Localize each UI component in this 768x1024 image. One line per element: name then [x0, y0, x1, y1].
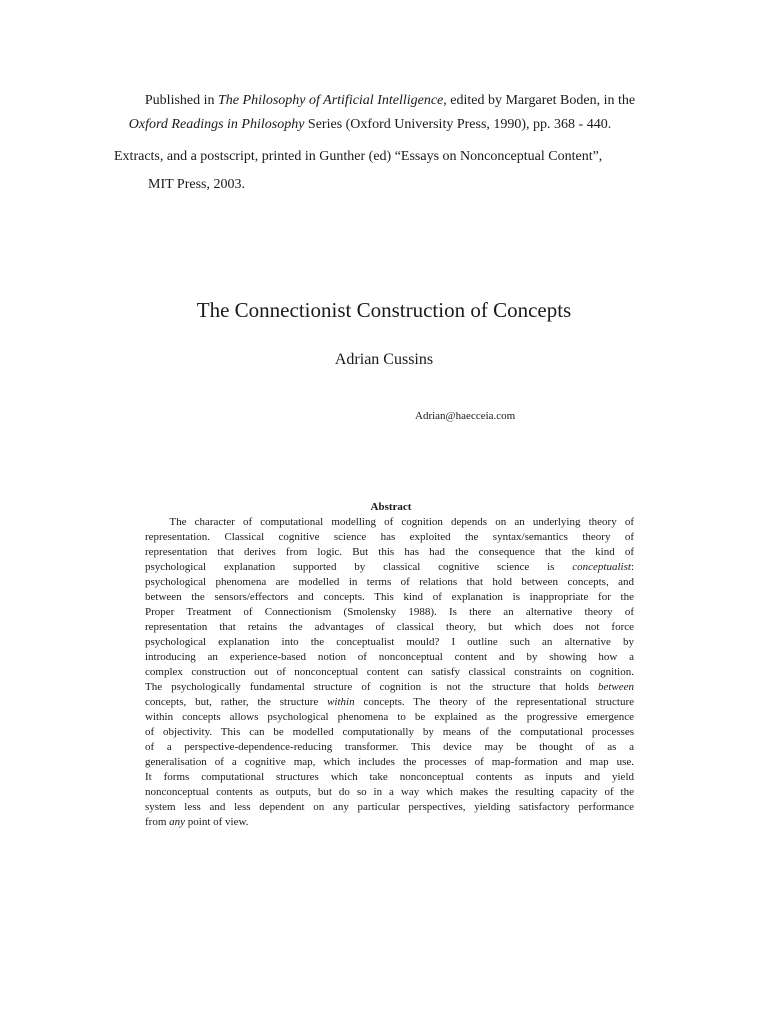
abstract-text: of objectivity. This can be modelled computationally by means of the computational processes: [145, 726, 634, 738]
publication-prefix: Published in: [144, 93, 219, 108]
abstract-line: [145, 815, 634, 830]
paper-title: The Connectionist Construction of Concepts: [196, 298, 572, 322]
abstract-line: [145, 515, 634, 530]
abstract-line: [145, 725, 634, 740]
abstract-emphasis: conceptualist: [572, 561, 631, 573]
abstract-line: [145, 695, 634, 710]
book-title: The Philosophy of Artificial Intelligence: [218, 93, 444, 108]
abstract-line: [145, 755, 634, 770]
abstract-text: of a perspective-dependence-reducing transformer. This device may be thought of as a: [145, 741, 634, 753]
abstract-line: [145, 800, 634, 815]
abstract-line: [145, 620, 634, 635]
abstract-line: [145, 575, 634, 590]
abstract-text: Proper Treatment of Connectionism (Smolensky 1988). Is there an alternative theory of: [145, 606, 634, 618]
abstract-emphasis: any: [169, 816, 186, 828]
abstract-line: [145, 605, 634, 620]
abstract-line: [145, 650, 634, 665]
abstract-text: between the sensors/effectors and concepts. This kind of explanation is inappropriate for the: [145, 591, 634, 603]
abstract-line: [145, 770, 634, 785]
abstract-line: [145, 785, 634, 800]
abstract-text: point of view.: [185, 816, 249, 828]
extracts-line-1: Extracts, and a postscript, printed in Gunther (ed) “Essays on Nonconceptual Content”,: [114, 149, 603, 164]
abstract-text: representation that retains the advantages of classical theory, but which does not force: [145, 621, 634, 633]
abstract-text: psychological explanation supported by classical cognitive science is: [145, 561, 573, 573]
author-email: Adrian@haecceia.com: [415, 410, 516, 422]
abstract-line: [145, 530, 634, 545]
abstract-line: [145, 665, 634, 680]
publication-line-2: [0, 116, 754, 134]
series-title: Oxford Readings in Philosophy: [128, 117, 305, 132]
abstract-line: [145, 740, 634, 755]
publication-details: Series (Oxford University Press, 1990), pp. 368 - 440.: [304, 117, 612, 132]
publication-editor: , edited by Margaret Boden, in the: [443, 93, 636, 108]
abstract-text: psychological phenomena are modelled in terms of relations that hold between concepts, and: [145, 576, 634, 588]
abstract-text: within concepts allows psychological phenomena to be explained as the progressive emergence: [145, 711, 634, 723]
abstract-text: The psychologically fundamental structure of cognition is not the structure that holds: [145, 681, 598, 693]
abstract-text: representation that derives from logic. But this has had the consequence that the kind of: [145, 546, 634, 558]
abstract-text: nonconceptual contents as outputs, but do so in a way which makes the resulting capacity of the: [145, 786, 634, 798]
abstract-line: [145, 560, 634, 575]
abstract-line: [145, 680, 634, 695]
abstract-line: [145, 710, 634, 725]
abstract-text: introducing an experience-based notion of nonconceptual content and by showing how a: [145, 651, 634, 663]
abstract-line: [145, 590, 634, 605]
abstract-text: from: [145, 816, 170, 828]
abstract-text: generalisation of a cognitive map, which includes the processes of map-formation and map use.: [145, 756, 634, 768]
extracts-line-2: MIT Press, 2003.: [148, 177, 245, 192]
publication-line-1: [6, 92, 768, 110]
abstract-text: The character of computational modelling of cognition depends on an underlying theory of: [145, 516, 634, 528]
abstract-emphasis: between: [597, 681, 634, 693]
abstract-text: concepts. The theory of the representational structure: [354, 696, 634, 708]
abstract-body: [145, 515, 634, 830]
abstract-line: [145, 635, 634, 650]
abstract-text: representation. Classical cognitive science has exploited the syntax/semantics theory of: [145, 531, 634, 543]
abstract-emphasis: within: [327, 696, 355, 708]
abstract-text: system less and less dependent on any particular perspectives, yielding satisfactory performance: [145, 801, 634, 813]
abstract-text: concepts, but, rather, the structure: [145, 696, 328, 708]
author-name: Adrian Cussins: [334, 351, 434, 368]
abstract-text: psychological explanation into the conceptualist mould? I outline such an alternative by: [145, 636, 634, 648]
abstract-heading: Abstract: [370, 501, 412, 513]
abstract-line: [145, 545, 634, 560]
abstract-text: It forms computational structures which take nonconceptual contents as inputs and yield: [145, 771, 634, 783]
abstract-text: complex construction out of nonconceptual content can satisfy classical constraints on cognition.: [145, 666, 634, 678]
abstract-text: :: [630, 561, 634, 573]
